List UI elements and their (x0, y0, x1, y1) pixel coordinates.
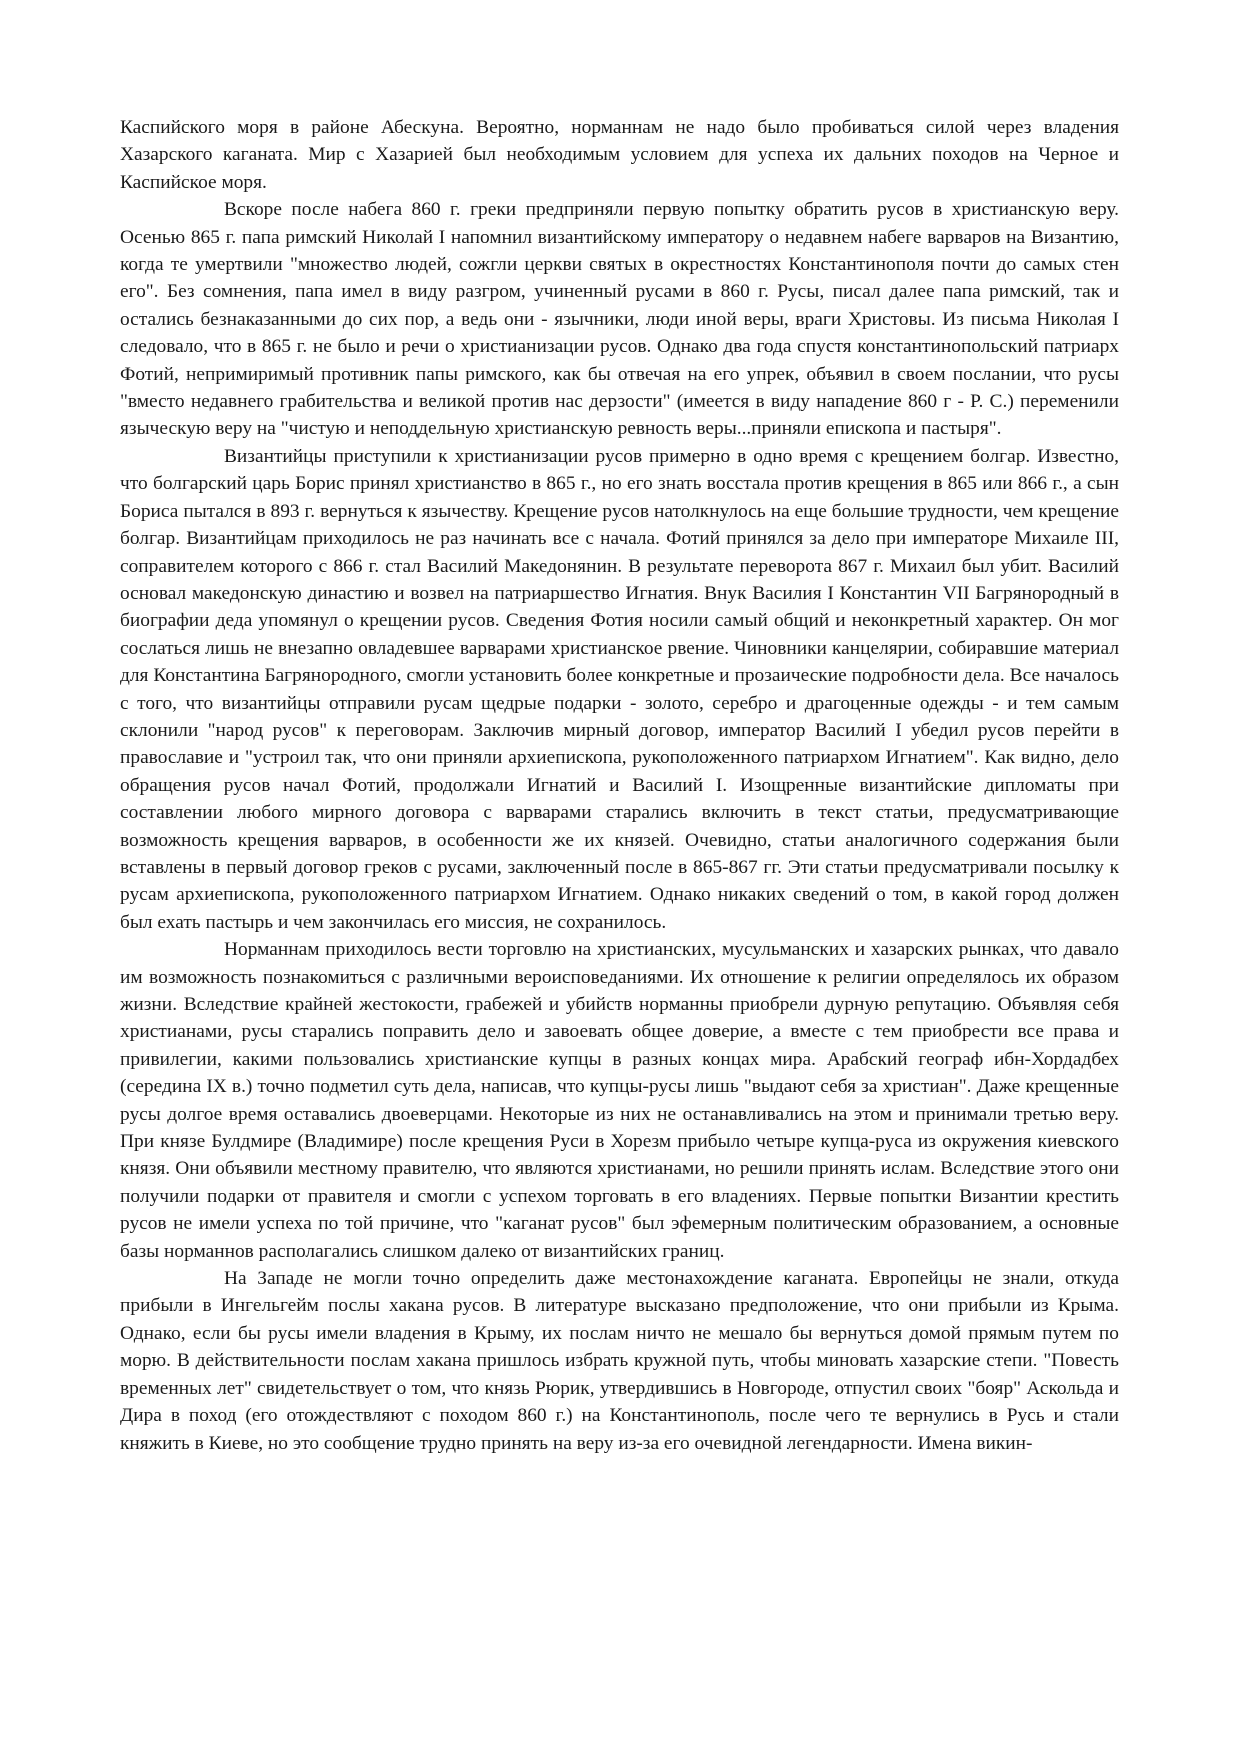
paragraph-2: Вскоре после набега 860 г. греки предприняли первую попытку обратить русов в христианскую веру. Осенью 865 г. папа римский Николай I напомнил византийскому императору о недавнем набеге варваров на Византию, когда те умертвили "множество людей, сожгли церкви святых в окрестностях Константинополя почти до самых стен его". Без сомнения, папа имел в виду разгром, учиненный русами в 860 г. Русы, писал далее папа римский, так и остались безнаказанными до сих пор, а ведь они - язычники, люди иной веры, враги Христовы. Из письма Николая I следовало, что в 865 г. не было и речи о христианизации русов. Однако два года спустя константинопольский патриарх Фотий, непримиримый противник папы римского, как бы отвечая на его упрек, объявил в своем послании, что русы "вместо недавнего грабительства и великой против нас дерзости" (имеется в виду нападение 860 г - Р. С.) переменили языческую веру на "чистую и неподдельную христианскую ревность веры...приняли епископа и пастыря". (120, 199, 1119, 440)
paragraph-4: Норманнам приходилось вести торговлю на христианских, мусульманских и хазарских рынках, что давало им возможность познакомиться с различными вероисповеданиями. Их отношение к религии определялось их образом жизни. Вследствие крайней жестокости, грабежей и убийств норманны приобрели дурную репутацию. Объявляя себя христианами, русы старались поправить дело и завоевать общее доверие, а вместе с тем приобрести все права и привилегии, какими пользовались христианские купцы в разных концах мира. Арабский географ ибн-Хордадбех (середина IX в.) точно подметил суть дела, написав, что купцы-русы лишь "выдают себя за христиан". Даже крещенные русы долгое время оставались двоеверцами. Некоторые из них не останавливались на этом и принимали третью веру. При князе Булдмире (Владимире) после крещения Руси в Хорезм прибыло четыре купца-руса из окружения киевского князя. Они объявили местному правителю, что являются христианами, но решили принять ислам. Вследствие этого они получили подарки от правителя и смогли с успехом торговать в его владениях. Первые попытки Византии крестить русов не имели успеха по той причине, что "каганат русов" был эфемерным политическим образованием, а основные базы норманнов располагались слишком далеко от византийских границ. (120, 939, 1119, 1262)
paragraph-5: На Западе не могли точно определить даже местонахождение каганата. Европейцы не знали, откуда прибыли в Ингельгейм послы хакана русов. В литературе высказано предположение, что они прибыли из Крыма. Однако, если бы русы имели владения в Крыму, их послам ничто не мешало бы вернуться домой прямым путем по морю. В действительности послам хакана пришлось избрать кружной путь, чтобы миновать хазарские степи. "Повесть временных лет" свидетельствует о том, что князь Рюрик, утвердившись в Новгороде, отпустил своих "бояр" Аскольда и Дира в поход (его отождествляют с походом 860 г.) на Константинополь, после чего те вернулись в Русь и стали княжить в Киеве, но это сообщение трудно принять на веру из-за его очевидной легендарности. Имена викин- (120, 1268, 1119, 1454)
paragraph-3: Византийцы приступили к христианизации русов примерно в одно время с крещением болгар. Известно, что болгарский царь Борис принял христианство в 865 г., но его знать восстала против крещения в 865 или 866 г., а сын Бориса пытался в 893 г. вернуться к язычеству. Крещение русов натолкнулось на еще большие трудности, чем крещение болгар. Византийцам приходилось не раз начинать все с начала. Фотий принялся за дело при императоре Михаиле III, соправителем которого с 866 г. стал Василий Македонянин. В результате переворота 867 г. Михаил был убит. Василий основал македонскую династию и возвел на патриаршество Игнатия. Внук Василия I Константин VII Багрянородный в биографии деда упомянул о крещении русов. Сведения Фотия носили самый общий и неконкретный характер. Он мог сослаться лишь не внезапно овладевшее варварами христианское рвение. Чиновники канцелярии, собиравшие материал для Константина Багрянородного, смогли установить более конкретные и прозаические подробности дела. Все началось с того, что византийцы отправили русам щедрые подарки - золото, серебро и драгоценные одежды - и тем самым склонили "народ русов" к переговорам. Заключив мирный договор, император Василий I убедил русов перейти в православие и "устроил так, что они приняли архиепископа, рукоположенного патриархом Игнатием". Как видно, дело обращения русов начал Фотий, продолжали Игнатий и Василий I. Изощренные византийские дипломаты при составлении любого мирного договора с варварами старались включить в текст статьи, предусматривающие возможность крещения варваров, в особенности же их князей. Очевидно, статьи аналогичного содержания были вставлены в первый договор греков с русами, заключенный после в 865-867 гг. Эти статьи предусматривали посылку к русам архиепископа, рукоположенного патриархом Игнатием. Однако никаких сведений о том, в какой город должен был ехать пастырь и чем закончилась его миссия, не сохранилось. (120, 445, 1119, 933)
paragraph-1: Каспийского моря в районе Абескуна. Вероятно, норманнам не надо было пробиваться силой через владения Хазарского каганата. Мир с Хазарией был необходимым условием для успеха их дальних походов на Черное и Каспийское моря. (120, 117, 1119, 193)
document-page (120, 114, 1119, 1457)
